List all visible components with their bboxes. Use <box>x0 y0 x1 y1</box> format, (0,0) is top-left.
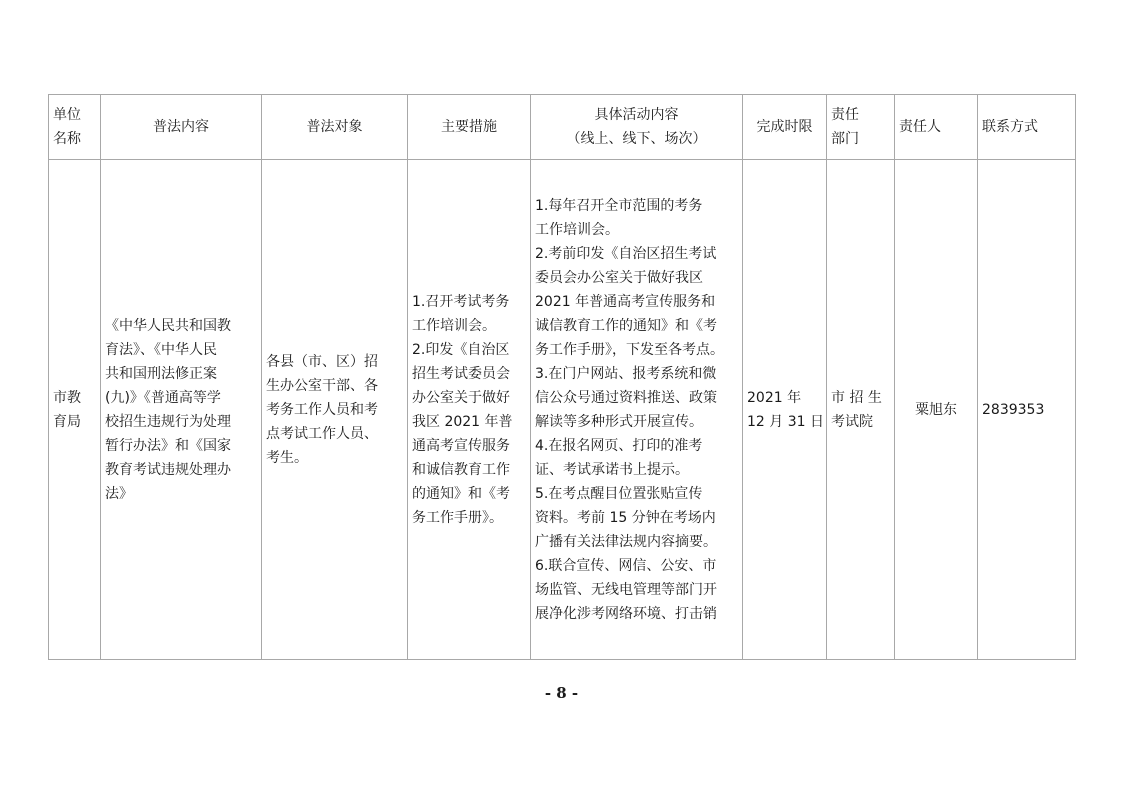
table-header-row <box>49 95 1076 160</box>
cell-line: 通高考宣传服务 <box>412 437 510 454</box>
cell-line: 解读等多种形式开展宣传。 <box>535 413 703 430</box>
cell-line: 共和国刑法修正案 <box>105 365 217 382</box>
cell-line: 考生。 <box>266 449 308 466</box>
header-deadline <box>743 95 827 160</box>
cell-line: 证、考试承诺书上提示。 <box>535 461 689 478</box>
header-activities <box>531 95 743 160</box>
cell-line: (九)》《普通高等学 <box>105 389 221 406</box>
cell-line: 点考试工作人员、 <box>266 425 378 442</box>
cell-line: 1.每年召开全市范围的考务 <box>535 197 703 214</box>
cell-line: 育法》、《中华人民 <box>105 341 217 358</box>
cell-line: 和诚信教育工作 <box>412 461 510 478</box>
cell-line: 12 月 31 日 <box>747 413 824 430</box>
cell-deadline <box>743 160 827 660</box>
cell-line: （线上、线下、场次） <box>566 131 707 147</box>
cell-content <box>101 160 262 660</box>
cell-line: 粟旭东 <box>915 401 957 418</box>
header-person <box>895 95 978 160</box>
cell-line: 具体活动内容 <box>594 107 679 123</box>
cell-line: 联系方式 <box>982 119 1038 135</box>
cell-line: 委员会办公室关于做好我区 <box>535 269 703 286</box>
cell-line: 展净化涉考网络环境、打击销 <box>535 605 717 622</box>
cell-line: 市教 <box>53 389 81 406</box>
cell-line: 考试院 <box>831 413 873 430</box>
cell-unit <box>49 160 101 660</box>
cell-line: 完成时限 <box>756 119 813 135</box>
header-target <box>262 95 408 160</box>
cell-line: 单位 <box>53 107 81 123</box>
cell-line: 2021 年普通高考宣传服务和 <box>535 293 716 310</box>
cell-line: 我区 2021 年普 <box>412 413 513 430</box>
cell-line: 招生考试委员会 <box>412 365 510 382</box>
cell-line: 2021 年 <box>747 389 802 406</box>
header-department <box>827 95 895 160</box>
cell-line: 市 招 生 <box>831 389 882 406</box>
cell-line: 名称 <box>53 131 81 147</box>
cell-line: 工作培训会。 <box>412 317 496 334</box>
header-unit-name <box>49 95 101 160</box>
cell-line: 5.在考点醒目位置张贴宣传 <box>535 485 703 502</box>
page-number: - 8 - <box>544 684 579 702</box>
cell-line: 暂行办法》和《国家 <box>105 437 231 454</box>
cell-line: 各县（市、区）招 <box>266 353 378 370</box>
cell-line: 校招生违规行为处理 <box>105 413 231 430</box>
cell-line: 主要措施 <box>441 119 497 135</box>
cell-line: 2.印发《自治区 <box>412 341 510 358</box>
cell-line: 务工作手册》。 <box>412 509 503 526</box>
cell-line: 普法对象 <box>306 119 363 135</box>
cell-line: 法》 <box>105 485 133 502</box>
cell-line: 6.联合宣传、网信、公安、市 <box>535 557 717 574</box>
table-row <box>49 160 1076 660</box>
cell-line: 诚信教育工作的通知》和《考 <box>535 317 717 334</box>
cell-line: 4.在报名网页、打印的准考 <box>535 437 703 454</box>
cell-line: 生办公室干部、各 <box>266 377 378 394</box>
header-measures <box>408 95 531 160</box>
cell-line: 办公室关于做好 <box>412 389 510 406</box>
cell-line: 考务工作人员和考 <box>266 401 378 418</box>
cell-line: 1.召开考试考务 <box>412 293 510 310</box>
cell-line: 部门 <box>831 131 859 147</box>
cell-line: 场监管、无线电管理等部门开 <box>535 581 717 598</box>
cell-line: 《中华人民共和国教 <box>105 317 231 334</box>
cell-line: 责任人 <box>899 119 941 135</box>
cell-activities <box>531 160 743 660</box>
cell-line: 资料。考前 15 分钟在考场内 <box>535 509 716 526</box>
header-contact <box>978 95 1076 160</box>
cell-line: 育局 <box>53 413 81 430</box>
cell-contact <box>978 160 1076 660</box>
cell-target <box>262 160 408 660</box>
cell-line: 责任 <box>831 107 859 123</box>
cell-line: 2839353 <box>982 401 1045 418</box>
cell-line: 普法内容 <box>153 119 209 135</box>
cell-line: 务工作手册》，下发至各考点。 <box>535 341 724 358</box>
cell-person <box>895 160 978 660</box>
cell-line: 2.考前印发《自治区招生考试 <box>535 245 717 262</box>
cell-department <box>827 160 895 660</box>
cell-line: 3.在门户网站、报考系统和微 <box>535 365 717 382</box>
cell-line: 工作培训会。 <box>535 221 619 238</box>
activity-table <box>48 94 1076 660</box>
cell-line: 信公众号通过资料推送、政策 <box>535 389 717 406</box>
cell-line: 教育考试违规处理办 <box>105 461 231 478</box>
cell-line: 广播有关法律法规内容摘要。 <box>535 533 717 550</box>
cell-measures <box>408 160 531 660</box>
header-content <box>101 95 262 160</box>
cell-line: 的通知》和《考 <box>412 485 510 502</box>
